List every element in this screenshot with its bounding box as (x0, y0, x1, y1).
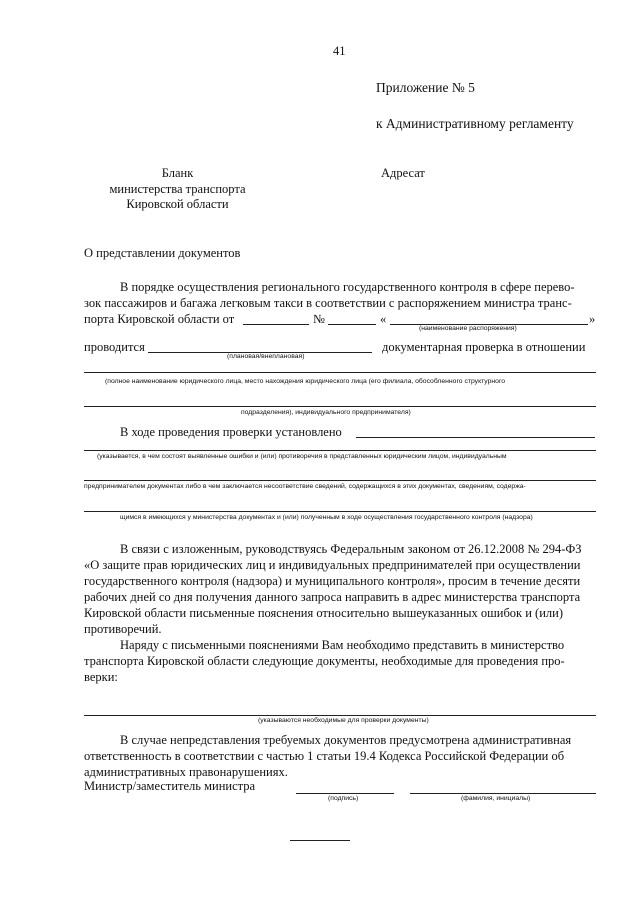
entity-name-field-1 (84, 372, 596, 373)
caption-entity-2: подразделения), индивидуального предпринимателя) (241, 409, 411, 416)
body1-line-4: рабочих дней со дня получения данного запроса направить в адрес министерства транспорта (84, 590, 581, 604)
caption-order-name: (наименование распоряжения) (419, 325, 517, 332)
findings-field-2 (84, 450, 596, 451)
intro-line-3-label: порта Кировской области от (84, 312, 235, 326)
caption-documents: (указываются необходимые для проверки документы) (258, 717, 429, 724)
addressee-label: Адресат (381, 166, 425, 180)
signature-role: Министр/заместитель министра (84, 779, 256, 793)
caption-inspection-type: (плановая/внеплановая) (227, 353, 305, 360)
body1-line-2: «О защите прав юридических лиц и индивидуальных предпринимателей при осуществлении (84, 558, 581, 572)
signature-field (296, 793, 394, 794)
documents-field (84, 715, 596, 716)
caption-errors-1: (указывается, в чем состоят выявленные ошибки и (или) противоречия в представленных юридическим лицом, индивидуальным (97, 453, 507, 460)
caption-entity-1: (полное наименование юридического лица, место нахождения юридического лица (его филиала, обособленного структурного (105, 378, 506, 385)
intro-line-2: зок пассажиров и багажа легковым такси в соответствии с распоряжением министра транс- (84, 296, 572, 310)
subject-line: О представлении документов (84, 246, 241, 260)
body1-line-1: В связи с изложенным, руководствуясь Федеральным законом от 26.12.2008 № 294-ФЗ (120, 542, 582, 556)
blank-block (95, 166, 260, 213)
caption-errors-2: предпринимателем документах либо в чем заключается несоответствие сведений, содержащихся в этих документах, сведениям, содержа- (84, 483, 526, 490)
caption-signature: (подпись) (328, 795, 359, 802)
body1-line-6: противоречий. (84, 622, 162, 636)
order-quote-open: « (380, 312, 387, 326)
name-field (410, 793, 596, 794)
body1-line-5: Кировской области письменные пояснения относительно вышеуказанных ошибок и (или) (84, 606, 564, 620)
appendix-title: Приложение № 5 (376, 80, 475, 95)
findings-field-1 (356, 437, 595, 438)
intro-line-1: В порядке осуществления регионального государственного контроля в сфере перево- (120, 280, 575, 294)
body2-line-3: верки: (84, 670, 118, 684)
conducted-tail: документарная проверка в отношении (382, 340, 586, 354)
findings-field-4 (84, 511, 596, 512)
body2-line-1: Наряду с письменными пояснениями Вам необходимо представить в министерство (120, 638, 565, 652)
conducted-label: проводится (84, 340, 145, 354)
body3-line-1: В случае непредставления требуемых документов предусмотрена административная (120, 733, 572, 747)
established-label: В ходе проведения проверки установлено (120, 425, 342, 439)
blank-ministry: министерства транспорта (109, 181, 246, 196)
order-number-field (328, 324, 376, 325)
order-quote-close: » (589, 312, 596, 326)
findings-field-3 (84, 480, 596, 481)
caption-errors-3: щимся в имеющихся у министерства документах и (или) полученным в ходе осуществления государственного контроля (надзора) (120, 514, 533, 521)
body2-line-2: транспорта Кировской области следующие документы, необходимые для проведения про- (84, 654, 565, 668)
blank-label: Бланк (161, 166, 194, 180)
appendix-subtitle: к Административному регламенту (376, 116, 574, 131)
caption-name: (фамилия, инициалы) (461, 795, 531, 802)
body3-line-2: ответственность в соответствии с частью 1 статьи 19.4 Кодекса Российской Федерации об (84, 749, 565, 763)
body3-line-3: административных правонарушениях. (84, 765, 288, 779)
body1-line-3: государственного контроля (надзора) и муниципального контроля», просим в течение десяти (84, 574, 581, 588)
entity-name-field-2 (84, 406, 596, 407)
blank-region: Кировской области (126, 197, 229, 211)
order-date-field (243, 324, 309, 325)
bottom-separator (290, 840, 350, 841)
page-number: 41 (333, 44, 346, 58)
order-number-sign: № (313, 312, 325, 326)
